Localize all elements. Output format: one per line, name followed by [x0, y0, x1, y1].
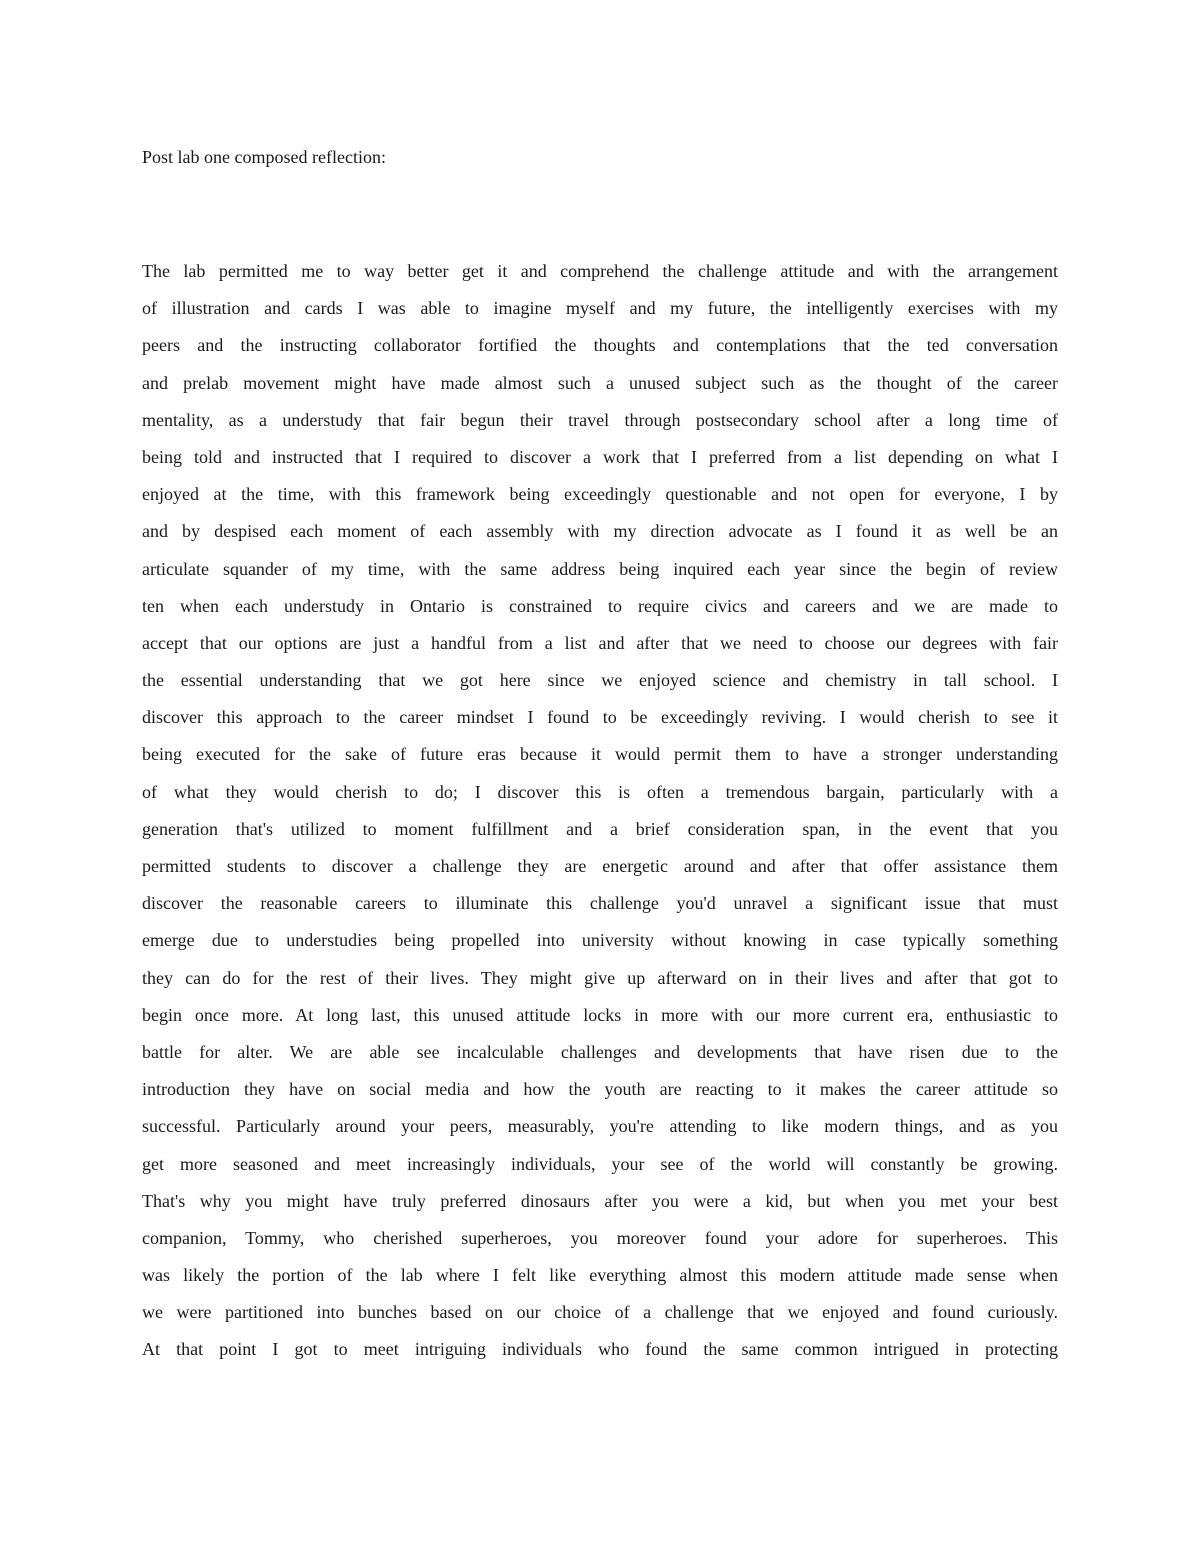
- text-line: permitted students to discover a challenge they are energetic around and after that offer assistance them: [142, 856, 1058, 876]
- text-line: The lab permitted me to way better get it and comprehend the challenge attitude and with the arrangement: [142, 261, 1058, 281]
- page-title: Post lab one composed reflection:: [142, 147, 386, 167]
- text-line: and by despised each moment of each assembly with my direction advocate as I found it as well be an: [142, 521, 1058, 542]
- text-line: the essential understanding that we got here since we enjoyed science and chemistry in tall school. I: [142, 670, 1058, 691]
- text-line: That's why you might have truly preferred dinosaurs after you were a kid, but when you met your best: [142, 1190, 1058, 1211]
- text-line: emerge due to understudies being propelled into university without knowing in case typically something: [142, 930, 1058, 951]
- text-line: they can do for the rest of their lives. They might give up afterward on in their lives and after that got to: [142, 967, 1058, 988]
- text-line: begin once more. At long last, this unused attitude locks in more with our more current era, enthusiastic to: [142, 1004, 1058, 1025]
- text-line: being executed for the sake of future eras because it would permit them to have a stronger understanding: [142, 744, 1058, 765]
- text-line: and prelab movement might have made almost such a unused subject such as the thought of the career: [142, 372, 1058, 393]
- text-line: successful. Particularly around your peers, measurably, you're attending to like modern things, and as you: [142, 1116, 1058, 1137]
- text-line: accept that our options are just a handful from a list and after that we need to choose our degrees with fair: [142, 632, 1058, 653]
- text-line: of what they would cherish to do; I discover this is often a tremendous bargain, particularly with a: [142, 781, 1058, 802]
- reflection-body: [142, 253, 1058, 1369]
- text-line: discover the reasonable careers to illuminate this challenge you'd unravel a significant issue that must: [142, 893, 1058, 914]
- text-line: peers and the instructing collaborator fortified the thoughts and contemplations that the ted conversation: [142, 335, 1058, 356]
- text-line: we were partitioned into bunches based on our choice of a challenge that we enjoyed and found curiously.: [142, 1302, 1058, 1323]
- text-line: companion, Tommy, who cherished superheroes, you moreover found your adore for superheroes. This: [142, 1227, 1058, 1248]
- text-line: generation that's utilized to moment fulfillment and a brief consideration span, in the event that you: [142, 818, 1058, 839]
- text-line: articulate squander of my time, with the same address being inquired each year since the begin of review: [142, 558, 1058, 579]
- text-line: discover this approach to the career mindset I found to be exceedingly reviving. I would cherish to see it: [142, 707, 1058, 728]
- text-line: introduction they have on social media and how the youth are reacting to it makes the career attitude so: [142, 1079, 1058, 1100]
- text-line: get more seasoned and meet increasingly individuals, your see of the world will constantly be growing.: [142, 1153, 1058, 1174]
- text-line: enjoyed at the time, with this framework being exceedingly questionable and not open for everyone, I by: [142, 484, 1058, 505]
- text-line: of illustration and cards I was able to imagine myself and my future, the intelligently exercises with my: [142, 298, 1058, 319]
- text-line: was likely the portion of the lab where I felt like everything almost this modern attitude made sense when: [142, 1265, 1058, 1286]
- text-line: being told and instructed that I required to discover a work that I preferred from a list depending on what I: [142, 446, 1058, 467]
- text-line: ten when each understudy in Ontario is constrained to require civics and careers and we are made to: [142, 595, 1058, 616]
- text-line: mentality, as a understudy that fair begun their travel through postsecondary school after a long time of: [142, 409, 1058, 430]
- text-line: battle for alter. We are able see incalculable challenges and developments that have risen due to the: [142, 1041, 1058, 1062]
- text-line: At that point I got to meet intriguing individuals who found the same common intrigued in protecting: [142, 1339, 1058, 1360]
